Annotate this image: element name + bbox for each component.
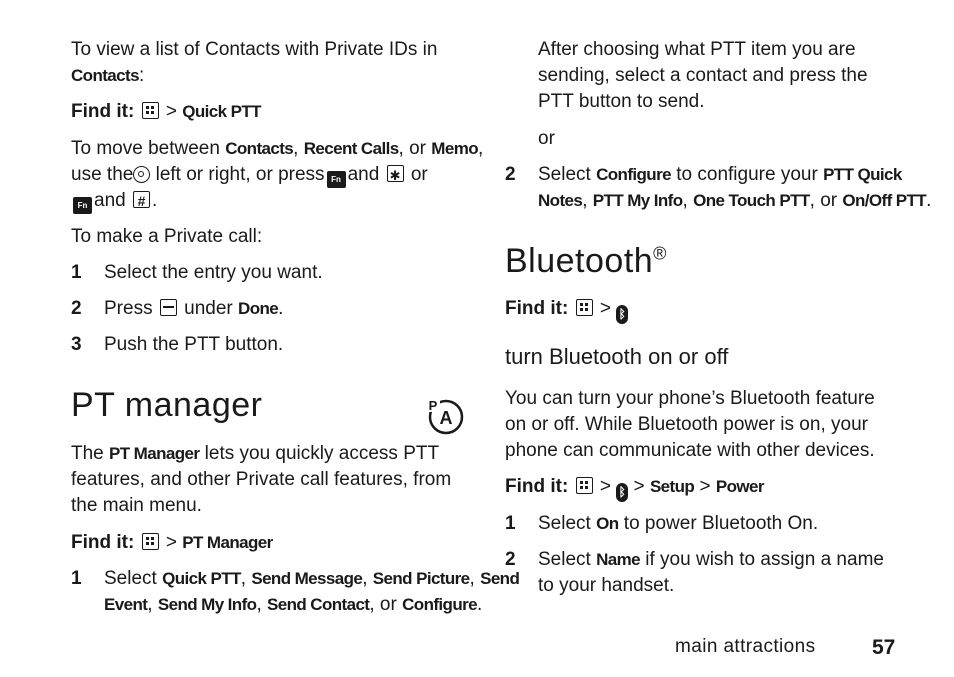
pt-step-line-2: [104, 592, 482, 618]
menu-item-label: PTT Quick: [823, 165, 902, 184]
recent-calls-label: Recent Calls: [303, 139, 399, 158]
pt-manager-para-2: features, and other Private call features, from: [71, 469, 452, 490]
comma: ,: [293, 138, 299, 159]
step-number: 2: [71, 298, 82, 319]
bluetooth-icon: ᛒ: [616, 305, 628, 324]
period: .: [151, 190, 158, 211]
step-text: [104, 296, 283, 322]
period: .: [278, 298, 284, 319]
findit-label: Find it:: [505, 298, 569, 319]
findit-bluetooth: [505, 296, 628, 324]
ptt-mode-icon: [424, 396, 466, 436]
findit-label: Find it:: [71, 101, 135, 122]
menu-item-label: Notes: [538, 191, 583, 210]
text: Select: [538, 164, 597, 185]
findit-pt-manager: [71, 530, 273, 556]
intro-line-1: To view a list of Contacts with Private IDs in: [71, 39, 438, 60]
memo-label: Memo: [431, 139, 478, 158]
after-choosing-line-2: sending, select a contact and press the: [538, 65, 868, 86]
findit-label: Find it:: [505, 476, 569, 497]
step-number: 1: [505, 513, 516, 534]
text: and: [347, 164, 380, 185]
name-label: Name: [596, 550, 640, 569]
configure-line-1: [538, 162, 902, 188]
menu-item-label: Send My Info: [157, 595, 257, 614]
footer-section-title: main attractions: [675, 636, 816, 657]
turn-bluetooth-heading: turn Bluetooth on or off: [505, 344, 729, 369]
text: left or right, or press: [150, 164, 325, 185]
star-key-icon: [387, 165, 404, 182]
text: under: [184, 298, 233, 319]
text: , or: [398, 138, 432, 159]
arrow-separator: >: [165, 101, 177, 122]
text: lets you quickly access PTT: [199, 443, 440, 464]
on-label: On: [596, 514, 619, 533]
menu-key-icon: [142, 533, 159, 550]
step-number: 3: [71, 334, 82, 355]
configure-line-2: [538, 188, 931, 214]
comma: ,: [582, 190, 588, 211]
quick-ptt-label: Quick PTT: [182, 102, 261, 121]
pt-manager-para-3: the main menu.: [71, 495, 202, 516]
comma: ,: [682, 190, 688, 211]
fn-key-icon: Fn: [327, 171, 346, 188]
arrow-separator: >: [165, 532, 177, 553]
power-label: Power: [715, 477, 764, 496]
bluetooth-para-1: You can turn your phone’s Bluetooth feature: [505, 388, 875, 409]
nav-key-icon: [133, 166, 150, 183]
text: Select: [104, 568, 163, 589]
menu-item-label: Send: [480, 569, 520, 588]
period: .: [476, 594, 483, 615]
setup-label: Setup: [649, 477, 695, 496]
pt-step-line-1: [104, 566, 519, 592]
menu-item-label: One Touch PTT: [693, 191, 810, 210]
text: to power Bluetooth On.: [618, 513, 819, 534]
text: , or: [809, 190, 843, 211]
findit-label: Find it:: [71, 532, 135, 553]
text: use the: [71, 164, 134, 185]
done-label: Done: [238, 299, 279, 318]
comma: ,: [240, 568, 247, 589]
findit-bluetooth-power: [505, 474, 764, 502]
menu-item-label: Send Picture: [372, 569, 470, 588]
bluetooth-para-2: on or off. While Bluetooth power is on, your: [505, 414, 868, 435]
menu-item-label: On/Off PTT: [842, 191, 927, 210]
heading-text: Bluetooth: [505, 242, 654, 280]
step-number: 2: [505, 164, 516, 185]
text: if you wish to assign a name: [640, 549, 884, 570]
pt-manager-label: PT Manager: [109, 444, 200, 463]
private-call-intro: To make a Private call:: [71, 226, 263, 247]
configure-label: Configure: [596, 165, 671, 184]
step-number: 1: [71, 262, 82, 283]
bluetooth-icon: ᛒ: [616, 483, 628, 502]
contacts-label: Contacts: [225, 139, 294, 158]
menu-item-label: Quick PTT: [162, 569, 241, 588]
bt-step-1: [538, 511, 818, 537]
menu-item-label: Event: [104, 595, 148, 614]
arrow-separator: >: [699, 476, 711, 497]
menu-item-label: Send Contact: [267, 595, 370, 614]
findit-quick-ptt: [71, 99, 261, 125]
pt-manager-heading: PT manager: [71, 386, 263, 424]
colon: :: [138, 65, 145, 86]
text: The: [71, 443, 110, 464]
hash-key-icon: [133, 191, 150, 208]
text: to configure your: [670, 164, 824, 185]
step-text: Select the entry you want.: [104, 262, 323, 283]
move-between-line-1: [71, 136, 483, 162]
menu-item-label: Configure: [402, 595, 477, 614]
text: To move between: [71, 138, 226, 159]
step-text: Push the PTT button.: [104, 334, 284, 355]
pt-manager-label: PT Manager: [182, 533, 273, 552]
bt-step-2-line-2: to your handset.: [538, 575, 675, 596]
bluetooth-heading: [505, 242, 667, 281]
text: and: [94, 190, 126, 211]
menu-item-label: PTT My Info: [592, 191, 683, 210]
arrow-separator: >: [599, 476, 611, 497]
arrow-separator: >: [599, 298, 611, 319]
comma: ,: [362, 568, 368, 589]
text: Select: [538, 549, 597, 570]
menu-key-icon: [576, 477, 593, 494]
text: or: [410, 164, 428, 185]
comma: ,: [469, 568, 475, 589]
comma: ,: [256, 594, 262, 615]
bluetooth-para-3: phone can communicate with other devices.: [505, 440, 875, 461]
step-number: 2: [505, 549, 516, 570]
move-between-line-2: [71, 162, 428, 188]
period: .: [926, 190, 932, 211]
arrow-separator: >: [633, 476, 645, 497]
bt-step-2-line-1: [538, 547, 884, 573]
menu-item-label: Send Message: [251, 569, 363, 588]
pt-manager-para-1: [71, 441, 439, 467]
page-number: 57: [872, 636, 896, 659]
contacts-label: Contacts: [71, 66, 139, 85]
fn-key-icon: Fn: [73, 197, 92, 214]
intro-line-2: [71, 63, 144, 89]
comma: ,: [478, 138, 484, 159]
registered-mark: ®: [653, 243, 667, 264]
after-choosing-line-3: PTT button to send.: [538, 91, 705, 112]
soft-key-icon: [160, 299, 177, 316]
svg-text:P: P: [428, 398, 438, 413]
step-number: 1: [71, 568, 82, 589]
or-text: or: [538, 128, 555, 149]
text: Press: [104, 298, 153, 319]
text: Select: [538, 513, 597, 534]
text: , or: [369, 594, 403, 615]
menu-key-icon: [576, 299, 593, 316]
menu-key-icon: [142, 102, 159, 119]
move-between-line-3: [71, 188, 157, 214]
after-choosing-line-1: After choosing what PTT item you are: [538, 39, 856, 60]
svg-text:A: A: [439, 408, 453, 428]
comma: ,: [147, 594, 153, 615]
